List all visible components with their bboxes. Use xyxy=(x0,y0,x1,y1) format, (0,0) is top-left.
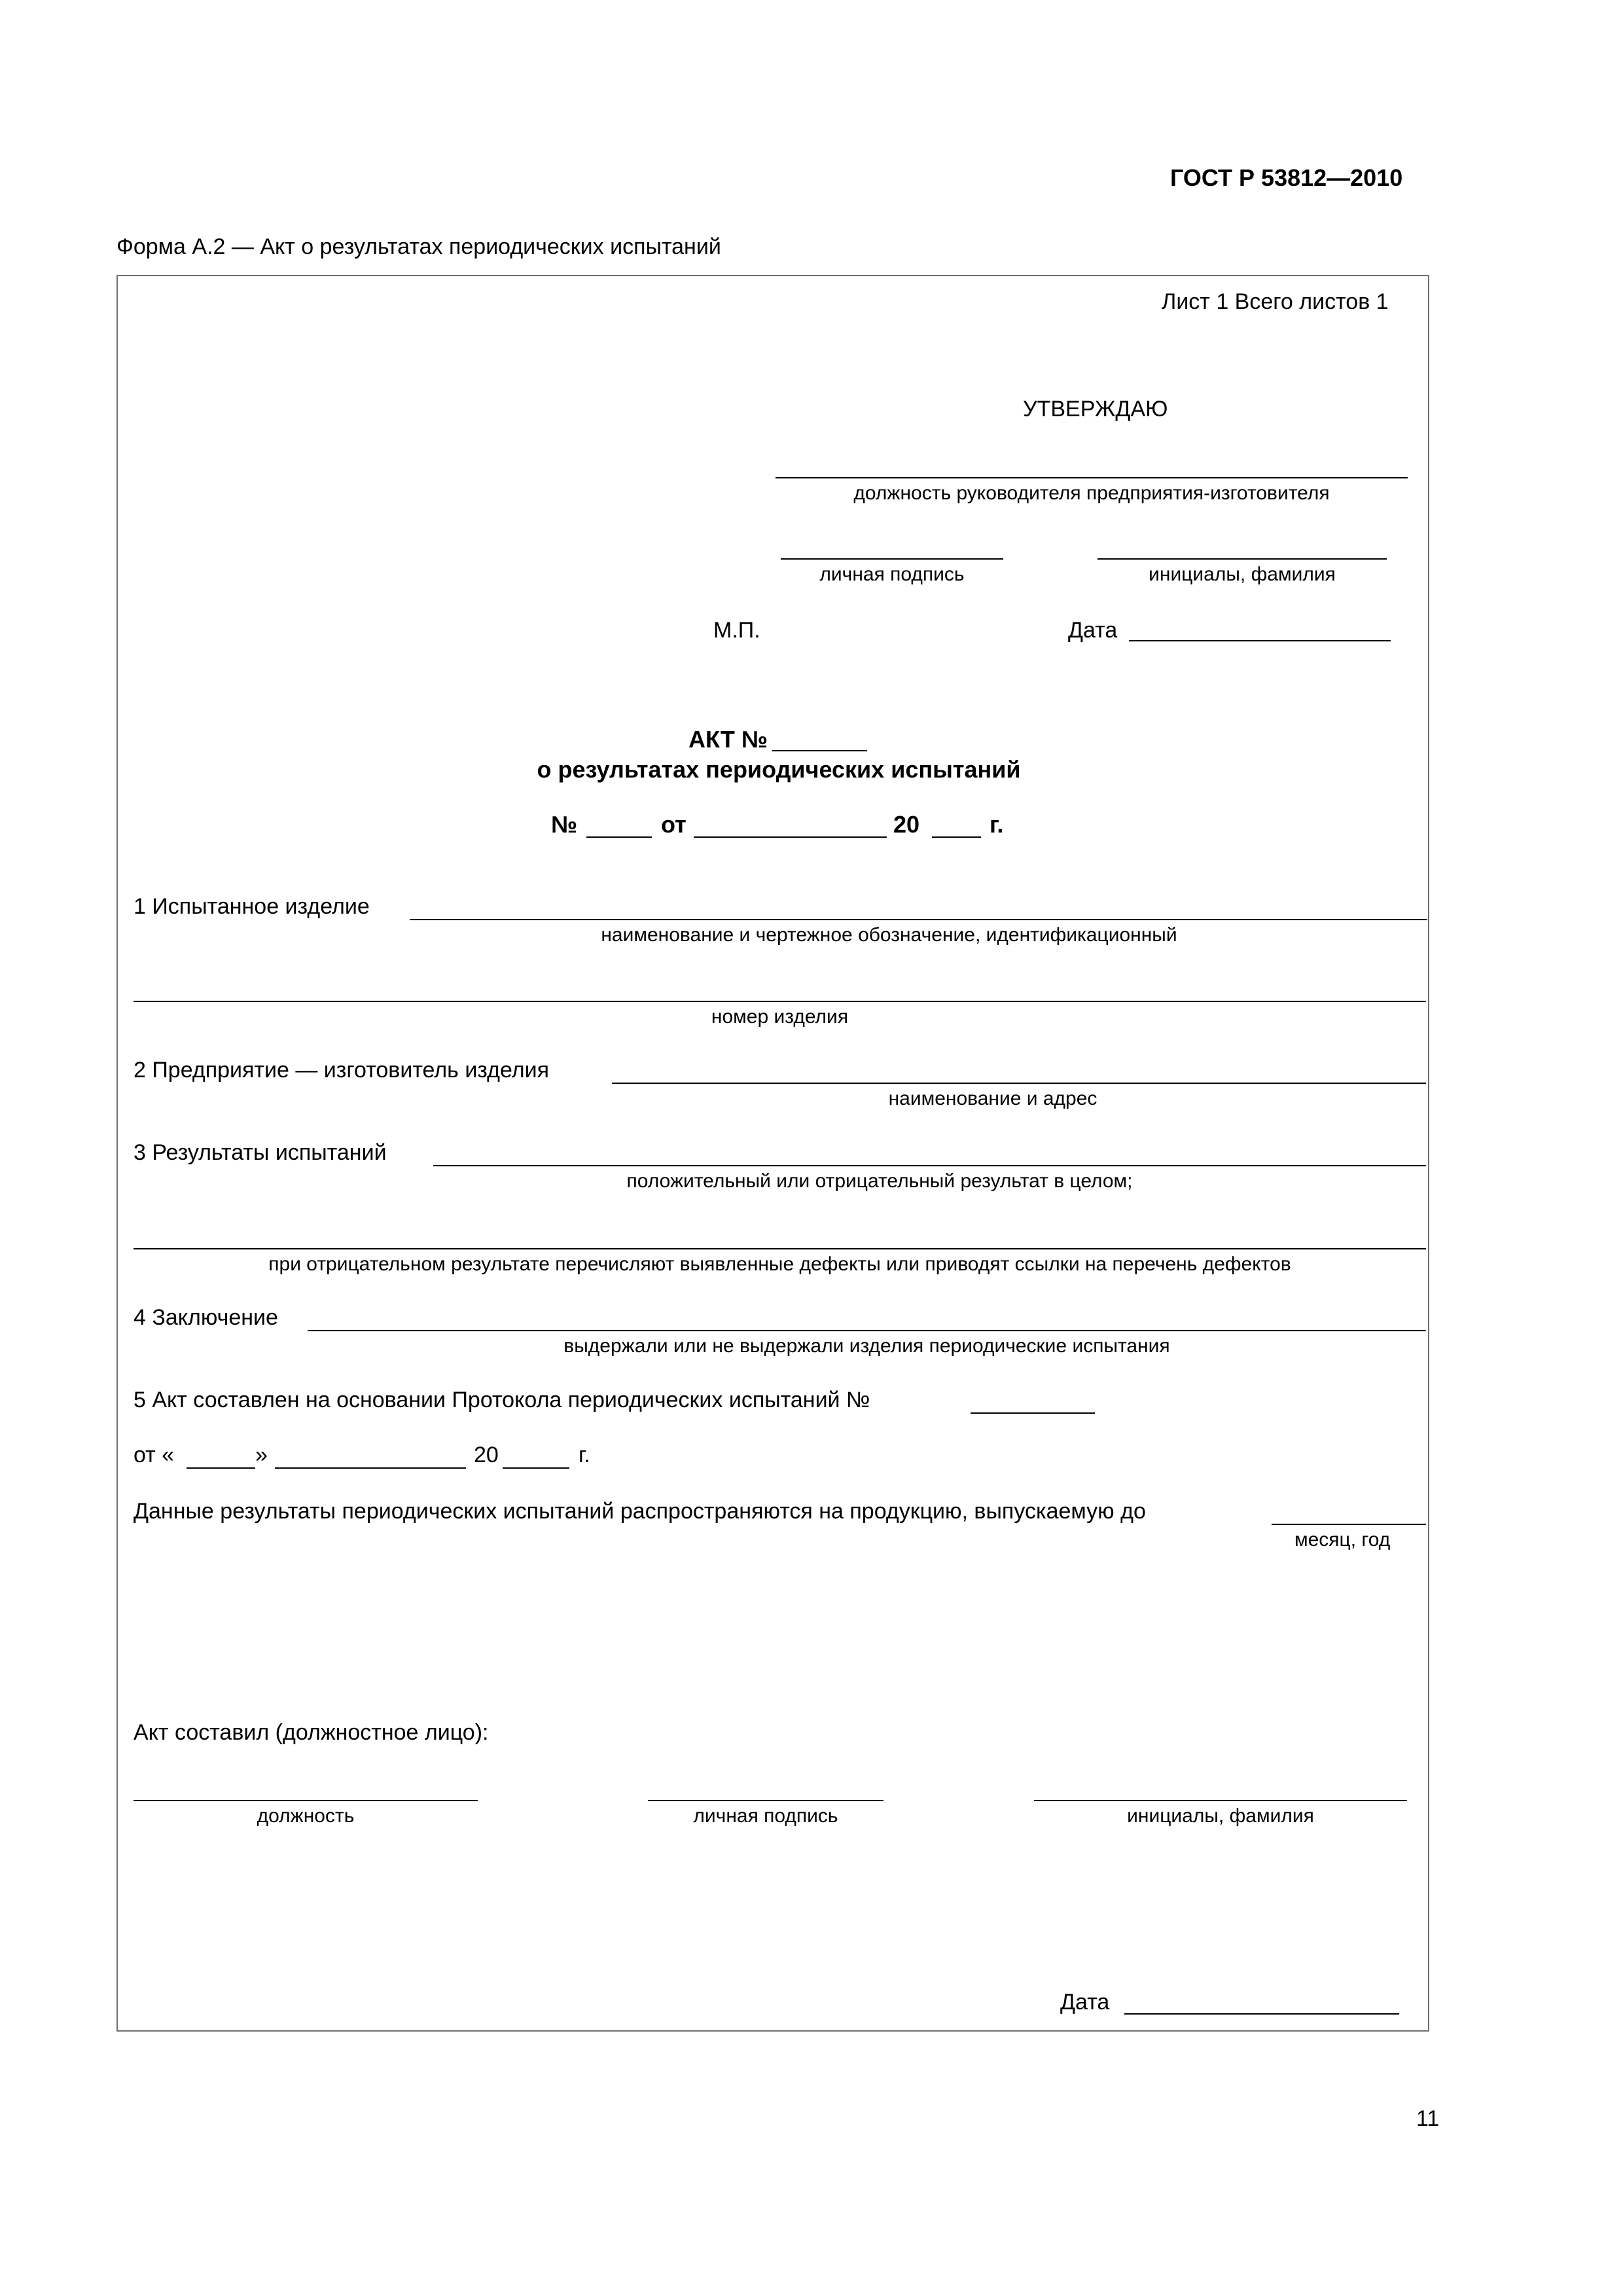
act-from-label: от xyxy=(661,811,687,838)
item1-label: 1 Испытанное изделие xyxy=(134,894,370,919)
approval-signature-line[interactable] xyxy=(781,558,1003,560)
item5-g: г. xyxy=(579,1443,590,1467)
page-number: 11 xyxy=(1416,2106,1440,2131)
act-year-suffix: г. xyxy=(990,811,1004,838)
approval-date-label: Дата xyxy=(1068,618,1118,643)
sign-date-line[interactable] xyxy=(1124,2013,1399,2015)
act-year-line[interactable] xyxy=(932,836,981,838)
protocol-day-line[interactable] xyxy=(187,1467,255,1469)
item5-from: от « xyxy=(134,1443,175,1467)
item3-line[interactable] xyxy=(433,1165,1426,1166)
standard-number: ГОСТ Р 53812—2010 xyxy=(1170,164,1403,191)
approval-signature-hint: личная подпись xyxy=(819,564,965,585)
sign-position-hint: должность xyxy=(257,1805,355,1827)
position-line[interactable] xyxy=(776,477,1408,478)
sign-signature-line[interactable] xyxy=(648,1800,883,1801)
item1-line[interactable] xyxy=(410,919,1427,920)
item5-label: 5 Акт составлен на основании Протокола периодических испытаний № xyxy=(134,1388,870,1412)
extends-hint: месяц, год xyxy=(1294,1529,1391,1551)
act-number-line[interactable] xyxy=(772,750,867,751)
sign-date-label: Дата xyxy=(1060,1990,1110,2015)
act-date-line[interactable] xyxy=(694,836,887,838)
act-num-label: № xyxy=(551,811,578,838)
sheet-info: Лист 1 Всего листов 1 xyxy=(1162,289,1389,314)
item2-line[interactable] xyxy=(612,1083,1426,1084)
form-caption: Форма А.2 — Акт о результатах периодических испытаний xyxy=(116,234,721,259)
item5-quote: » xyxy=(255,1443,268,1467)
item2-label: 2 Предприятие — изготовитель изделия xyxy=(134,1058,550,1083)
act-year-label: 20 xyxy=(893,811,920,838)
approval-name-hint: инициалы, фамилия xyxy=(1149,564,1336,585)
sign-signature-hint: личная подпись xyxy=(693,1805,838,1827)
position-hint: должность руководителя предприятия-изготовителя xyxy=(853,482,1330,504)
item5-year: 20 xyxy=(474,1443,499,1467)
act-num-line[interactable] xyxy=(586,836,652,838)
sign-position-line[interactable] xyxy=(134,1800,478,1801)
approval-date-line[interactable] xyxy=(1129,640,1391,641)
item2-hint: наименование и адрес xyxy=(888,1088,1097,1109)
item4-label: 4 Заключение xyxy=(134,1305,278,1330)
item3-hint: положительный или отрицательный результат в целом; xyxy=(626,1170,1133,1192)
protocol-number-line[interactable] xyxy=(971,1412,1095,1414)
item3-hint2: при отрицательном результате перечисляют выявленные дефекты или приводят ссылки на перечень дефектов xyxy=(268,1253,1291,1275)
item1-hint2: номер изделия xyxy=(711,1006,849,1028)
protocol-month-line[interactable] xyxy=(275,1467,466,1469)
item1-line2[interactable] xyxy=(134,1001,1426,1002)
stamp-label: М.П. xyxy=(713,618,760,643)
extends-date-line[interactable] xyxy=(1272,1524,1426,1525)
approval-name-line[interactable] xyxy=(1097,558,1387,560)
protocol-year-line[interactable] xyxy=(503,1467,569,1469)
compiled-by-label: Акт составил (должностное лицо): xyxy=(134,1720,489,1745)
act-title: АКТ № xyxy=(688,726,768,753)
sign-name-hint: инициалы, фамилия xyxy=(1127,1805,1314,1827)
approval-title: УТВЕРЖДАЮ xyxy=(1023,397,1168,422)
item4-line[interactable] xyxy=(308,1330,1426,1331)
item4-hint: выдержали или не выдержали изделия периодические испытания xyxy=(563,1335,1170,1357)
act-subtitle: о результатах периодических испытаний xyxy=(537,756,1021,783)
item3-label: 3 Результаты испытаний xyxy=(134,1140,387,1165)
item3-line2[interactable] xyxy=(134,1248,1426,1249)
item1-hint: наименование и чертежное обозначение, идентификационный xyxy=(601,924,1177,946)
extends-text: Данные результаты периодических испытаний распространяются на продукцию, выпускаемую до xyxy=(134,1499,1146,1524)
sign-name-line[interactable] xyxy=(1034,1800,1407,1801)
